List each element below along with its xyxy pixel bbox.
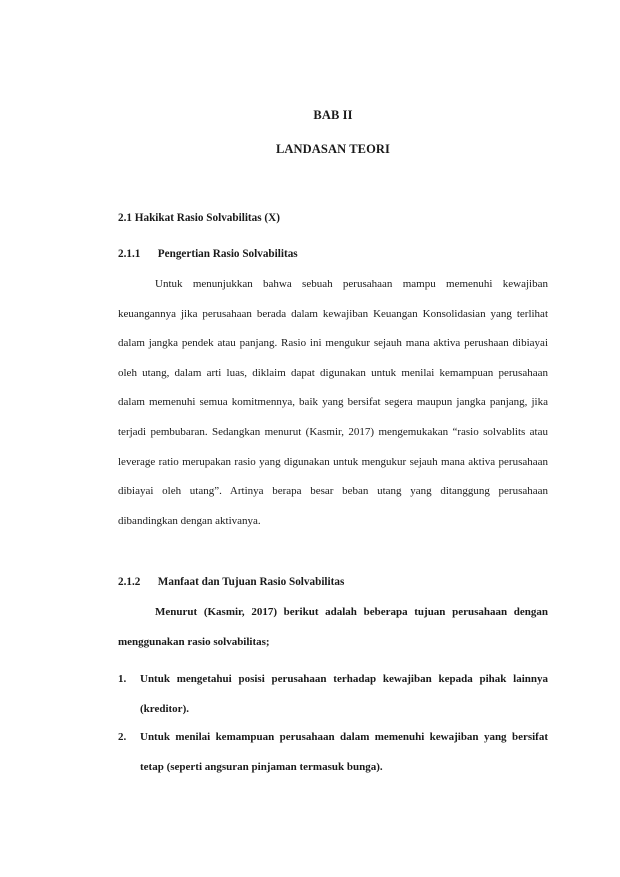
list-text: Untuk mengetahui posisi perusahaan terhadap kewajiban kepada pihak lainnya (kreditor). bbox=[140, 673, 548, 715]
chapter-title: LANDASAN TEORI bbox=[275, 142, 391, 156]
section-title: Manfaat dan Tujuan Rasio Solvabilitas bbox=[157, 576, 345, 588]
section-heading-2-1-2 bbox=[118, 576, 344, 588]
list-number: 1. bbox=[118, 673, 127, 685]
chapter-number: BAB II bbox=[313, 108, 353, 122]
section-title: Pengertian Rasio Solvabilitas bbox=[157, 248, 298, 260]
section-number: 2.1.1 bbox=[118, 248, 141, 260]
section-heading-2-1: 2.1 Hakikat Rasio Solvabilitas (X) bbox=[118, 212, 280, 224]
list-item bbox=[118, 722, 548, 782]
body-paragraph-tujuan: Menurut (Kasmir, 2017) berikut adalah beberapa tujuan perusahaan dengan menggunakan rasio solvabilitas; bbox=[118, 606, 548, 648]
body-paragraph-solvabilitas: Untuk menunjukkan bahwa sebuah perusahaan mampu memenuhi kewajiban keuangannya jika perusahaan berada dalam kewajiban Keuangan Konsolidasian yang terlihat dalam jangka pendek atau panjang. Rasio ini mengukur sejauh mana aktiva perushaan dibiayai oleh utang, dalam arti luas, diklaim dapat digunakan untuk menilai kemampuan perusahaan dalam memenuhi semua komitmennya, baik yang bersifat segera maupun jangka panjang, jika terjadi pembubaran. Sedangkan menurut (Kasmir, 2017) mengemukakan “rasio solvablits atau leverage ratio merupakan rasio yang digunakan untuk mengukur sejauh mana aktiva perusahaan dibiayai oleh utang”. Artinya berapa besar beban utang yang ditanggung perusahaan dibandingkan dengan aktivanya. bbox=[118, 278, 548, 527]
section-number: 2.1.2 bbox=[118, 576, 141, 588]
section-heading-2-1-1 bbox=[118, 248, 298, 260]
list-item bbox=[118, 664, 548, 724]
list-text: Untuk menilai kemampuan perusahaan dalam memenuhi kewajiban yang bersifat tetap (seperti angsuran pinjaman termasuk bunga). bbox=[140, 731, 548, 773]
list-number: 2. bbox=[118, 731, 127, 743]
